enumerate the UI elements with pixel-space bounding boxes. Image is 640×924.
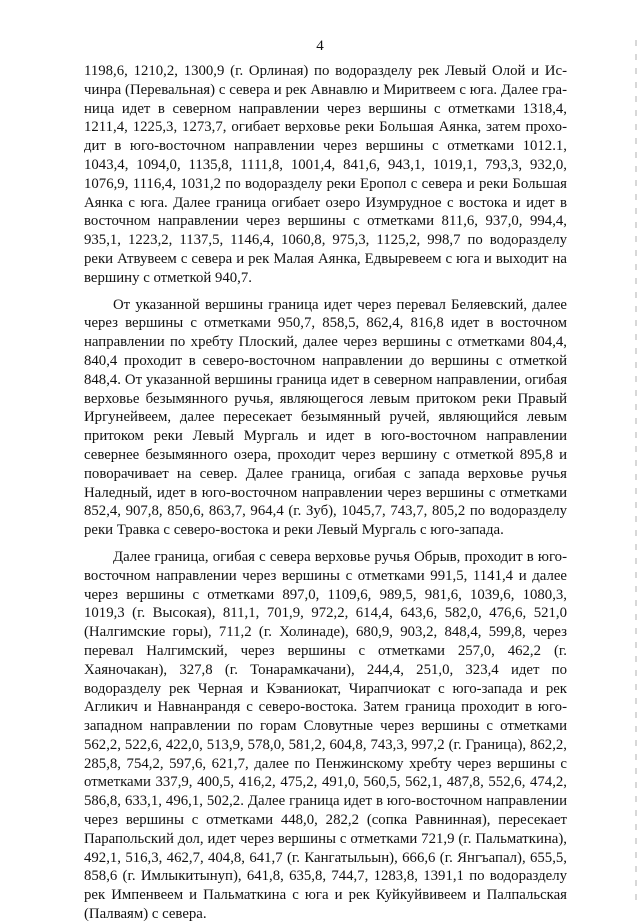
page-number: 4 [316,38,324,54]
paragraph-obryv-stream: Далее граница, огибая с севера верховье ручья Обрыв, проходит в юго-восточном направлении через вершины с отметками 991,5, 1141,4 и далее через вершины с отметками 897,0, 1109,6, 989,5, 981,6, 1039,6, 1080,3, 1019,3 (г. Высокая), 811,1, 701,9, 972,2, 614,4, 643,6, 582,0, 476,6, 521,0 (Налгимские горы), 711,2 (г. Холинаде), 680,9, 903,2, 848,4, 599,8, через перевал Налгимский, через вершины с отметками 257,0, 462,2 (г. Хаяночакан), 327,8 (г. Тонарамкачани), 244,4, 251,0, 323,4 идет по водоразделу рек Черная и Кэваниокат, Чирапчиокат с юго-запада и рек Агликич и Навнанрандя с северо-востока. Затем граница проходит в юго-западном направлении по горам Словутные через вершины с отметками 562,2, 522,6, 422,0, 513,9, 578,0, 581,2, 604,8, 743,3, 997,2 (г. Граница), 862,2, 285,8, 754,2, 597,6, 621,7, далее по Пенжинскому хребту через вершины с отметками 337,9, 400,5, 416,2, 475,2, 491,0, 560,5, 562,1, 487,8, 552,6, 474,2, 586,8, 633,1, 496,1, 502,2. Далее граница идет в юго-восточном направлении через вершины с отметками 448,0, 282,2 (сопка Равнинная), пересекает Парапольский дол, идет через вершины с отметками 721,9 (г. Пальматкина), 492,1, 516,3, 462,7, 404,8, 641,7 (г. Кангатыльын), 666,6 (г. Янгъапал), 655,5, 858,6 (г. Имлыкитынуп), 641,8, 635,8, 744,7, 1283,8, 1391,1 по водоразделу рек Импенвеем и Пальматкина с юга и рек Куйкуйвивеем и Палпальская (Палваям) с севера. [84,548,567,923]
paragraph-continuation: 1198,6, 1210,2, 1300,9 (г. Орлиная) по водоразделу рек Левый Олой и Исчинра (Перевальная) с севера и рек Авнавлю и Миритвеем с юга. Далее граница идет в северном направлении через вершины с отметками 1318,4, 1211,4, 1225,3, 1273,7, огибает верховье реки Большая Аянка, затем проходит в юго-восточном направлении через вершины с отметками 1012.1, 1043,4, 1094,0, 1135,8, 1111,8, 1001,4, 841,6, 943,1, 1019,1, 793,3, 932,0, 1076,9, 1116,4, 1031,2 по водоразделу реки Еропол с севера и реки Большая Аянка с юга. Далее граница огибает озеро Изумрудное с востока и идет в восточном направлении через вершины с отметками 811,6, 937,0, 994,4, 935,1, 1223,2, 1137,5, 1146,4, 1060,8, 975,3, 1125,2, 998,7 по водоразделу реки Атвувеем с севера и рек Малая Аянка, Едвыревеем с юга и выходит на вершину с отметкой 940,7. [84,63,567,286]
paragraph-beliaevsky-pass: От указанной вершины граница идет через перевал Беляевский, далее через вершины с отметками 950,7, 858,5, 862,4, 816,8 идет в восточном направлении по хребту Плоский, далее через вершины с отметками 804,4, 840,4 проходит в северо-восточном направлении до вершины с отметкой 848,4. От указанной вершины граница идет в северном направлении, огибая верховье безымянного ручья, являющегося левым притоком реки Правый Иргунейвеем, далее пересекает безымянный ручей, являющийся левым притоком реки Левый Мургаль и идет в юго-восточном направлении севернее безымянного озера, проходит через вершину с отметкой 895,8 и поворачивает на север. Далее граница, огибая с запада верховье ручья Наледный, идет в юго-восточном направлении через вершины с отметками 852,4, 907,8, 850,6, 863,7, 964,4 (г. Зуб), 1045,7, 743,7, 805,2 по водоразделу реки Травка с северо-востока и реки Левый Мургаль с юго-запада. [84,296,567,539]
document-body [84,62,567,924]
scan-edge-shadow [635,40,637,900]
